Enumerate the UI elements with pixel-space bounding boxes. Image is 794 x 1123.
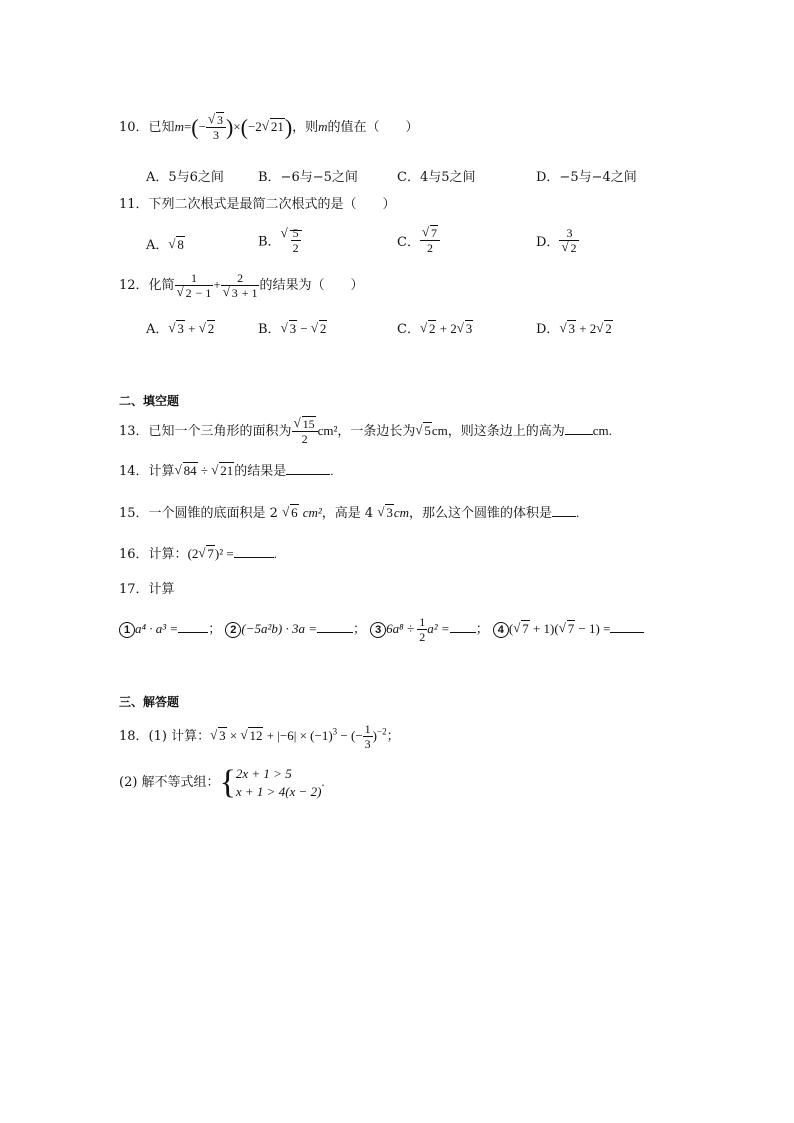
q10-option-b: B．−6与−5之间 — [258, 170, 358, 185]
q17-1-answer-blank[interactable] — [178, 632, 208, 633]
circled-number-4: 4 — [493, 622, 509, 638]
q14-answer-blank[interactable] — [286, 474, 330, 475]
q17-4-answer-blank[interactable] — [610, 632, 644, 633]
q12-fraction-2: 2 √ 3 + 1 — [221, 271, 260, 300]
q16-stem: 16．计算：(2√ 7)² = . — [119, 546, 277, 563]
q15-answer-blank[interactable] — [552, 516, 576, 517]
q12-option-c: C．√ 2 + 2√ 3 — [397, 318, 473, 337]
circled-number-1: 1 — [119, 622, 135, 638]
q10-fraction: √ $\frac{3}{3}$ — [206, 113, 226, 142]
q11-stem: 11．下列二次根式是最简二次根式的是（ ） — [119, 197, 396, 212]
q10-option-d: D．−5与−4之间 — [536, 170, 637, 185]
q11-option-a: A．√ 8 — [146, 234, 185, 253]
q13-stem: 13．已知一个三角形的面积为 √ $\frac{15}{2}$ cm²，一条边长为√ 5cm，则这条边上的高为 cm. — [119, 414, 612, 448]
q17-subparts: 1 a⁴ · a³ = ； 2 (−5a²b) · 3a = ； 3 6a⁸ ÷ $\frac{1}{2}$ a² = ； 4 (√ 7 + 1)(√ 7 − 1) = — [119, 615, 644, 643]
q15-stem: 15．一个圆锥的底面积是 2 √ 6 cm²，高是 4 √ 3cm，那么这个圆锥的体积是 . — [119, 505, 579, 522]
q16-answer-blank[interactable] — [234, 557, 274, 558]
q17-2-answer-blank[interactable] — [317, 632, 353, 633]
circled-number-3: 3 — [370, 622, 386, 638]
q17-stem: 17．计算 — [119, 582, 175, 597]
q12-option-a: A．√ 3 + √ 2 — [146, 318, 215, 337]
q11-option-d: D． 3 √ 2 — [536, 226, 579, 255]
q18-part-1: 18．(1) 计算：√ 3 × √ $12 + |-6| \times (-1)^3$ − (− $\frac{1}{3}$ )$^{-2}$； — [119, 722, 400, 751]
q10-option-c: C．4与5之间 — [397, 170, 476, 185]
q10-pre: 已知 — [148, 120, 175, 135]
q11-option-b: B． √ $\frac{5}{2}$ — [258, 226, 302, 255]
q12-fraction-1: 1 √ 2 − 1 — [175, 271, 214, 300]
brace-icon: { — [219, 763, 236, 801]
section-heading-solve: 三、解答题 — [119, 695, 180, 709]
q10-option-a: A．5与6之间 — [146, 170, 224, 185]
q12-stem: 12．化简 1 √ 2 − 1 + 2 √ 3 + 1 的结果为（ ） — [119, 268, 363, 302]
q12-option-b: B．√ 3 − √ 2 — [258, 318, 327, 337]
section-heading-fill-in: 二、填空题 — [119, 394, 180, 408]
q12-option-d: D．√ 3 + 2√ 2 — [536, 318, 613, 337]
q14-stem: 14．计算√ 84 ÷ √ 21的结果是 . — [119, 463, 333, 480]
circled-number-2: 2 — [225, 622, 241, 638]
q10-number: 10． — [119, 120, 149, 135]
q11-option-c: C． √ $\frac{7}{2}$ — [397, 226, 440, 255]
q17-3-answer-blank[interactable] — [450, 632, 476, 633]
q18-part-2: (2) 解不等式组：{ 2x + 1 > 5 x + 1 > 4(x − 2) . — [119, 763, 325, 801]
q13-answer-blank[interactable] — [565, 434, 593, 435]
q10-stem: 10．已知m=(− √ $\frac{3}{3}$ )×(−2√ 21)，则m的值在（ ） — [119, 112, 419, 142]
